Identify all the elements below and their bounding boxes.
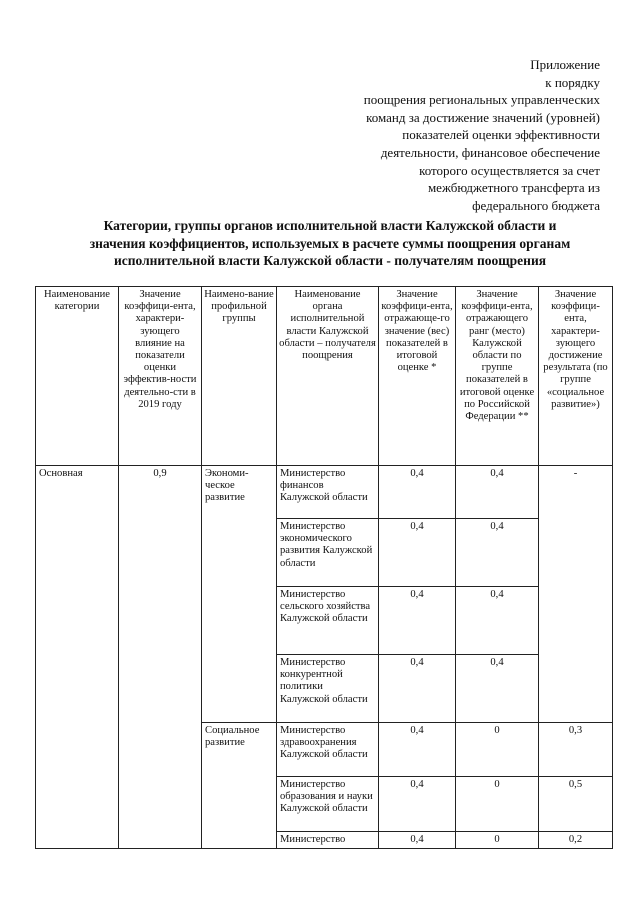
- appendix-line: Приложение: [530, 57, 600, 72]
- result-cell: 0,5: [539, 777, 613, 832]
- appendix-block: [280, 56, 600, 214]
- table-header-row: [36, 287, 613, 466]
- document-title: [60, 217, 600, 270]
- result-cell: -: [539, 466, 613, 723]
- table-row: [36, 466, 613, 519]
- organ-cell: Министерство образования и науки Калужской области: [277, 777, 379, 832]
- weight-cell: 0,4: [379, 655, 456, 723]
- title-line: исполнительной власти Калужской области - получателям поощрения: [113, 253, 547, 268]
- header-result-coef: Значение коэффици-ента, характери-зующего достижение результата (по группе «социальное развитие»): [539, 287, 613, 466]
- appendix-line: к порядку: [545, 74, 600, 90]
- rank-cell: 0,4: [456, 587, 539, 655]
- appendix-line: которого осуществляется за счет: [419, 162, 600, 178]
- title-line: Категории, группы органов исполнительной власти Калужской области и: [103, 218, 557, 233]
- rank-cell: 0,4: [456, 519, 539, 587]
- rank-cell: 0: [456, 723, 539, 777]
- header-rank-coef: Значение коэффици-ента, отражающего ранг (место) Калужской области по группе показателей в итоговой оценке по Российской Федерации **: [456, 287, 539, 466]
- group-name-cell: Экономи-ческое развитие: [202, 466, 277, 723]
- result-cell: 0,3: [539, 723, 613, 777]
- organ-cell: Министерство здравоохранения Калужской области: [277, 723, 379, 777]
- organ-cell: Министерство: [277, 832, 379, 849]
- title-line: значения коэффициентов, используемых в расчете суммы поощрения органам: [89, 235, 571, 251]
- weight-cell: 0,4: [379, 777, 456, 832]
- appendix-line: показателей оценки эффективности: [402, 127, 600, 143]
- rank-cell: 0,4: [456, 466, 539, 519]
- header-weight-coef: Значение коэффици-ента, отражающе-го значение (вес) показателей в итоговой оценке *: [379, 287, 456, 466]
- appendix-line: федерального бюджета: [472, 197, 600, 213]
- rank-cell: 0: [456, 832, 539, 849]
- rank-cell: 0: [456, 777, 539, 832]
- organ-cell: Министерство сельского хозяйства Калужской области: [277, 587, 379, 655]
- appendix-line: межбюджетного трансферта из: [427, 180, 600, 196]
- weight-cell: 0,4: [379, 466, 456, 519]
- header-organ: Наименование органа исполнительной власти Калужской области – получателя поощрения: [277, 287, 379, 466]
- result-cell: 0,2: [539, 832, 613, 849]
- appendix-line: команд за достижение значений (уровней): [366, 109, 600, 125]
- appendix-line: поощрения региональных управленческих: [363, 92, 600, 108]
- header-category: Наименование категории: [36, 287, 119, 466]
- weight-cell: 0,4: [379, 832, 456, 849]
- group-name-cell: Социальное развитие: [202, 723, 277, 849]
- weight-cell: 0,4: [379, 587, 456, 655]
- organ-cell: Министерство экономического развития Калужской области: [277, 519, 379, 587]
- coefficients-table: [35, 286, 613, 849]
- appendix-line: деятельности, финансовое обеспечение: [380, 144, 600, 160]
- header-profile-group: Наимено-вание профильной группы: [202, 287, 277, 466]
- weight-cell: 0,4: [379, 723, 456, 777]
- category-cell: Основная: [36, 466, 119, 849]
- weight-cell: 0,4: [379, 519, 456, 587]
- category-coef-cell: 0,9: [119, 466, 202, 849]
- organ-cell: Министерство конкурентной политики Калужской области: [277, 655, 379, 723]
- header-influence-coef: Значение коэффици-ента, характери-зующего влияние на показатели оценки эффектив-ности деятельно-сти в 2019 году: [119, 287, 202, 466]
- organ-cell: Министерство финансов Калужской области: [277, 466, 379, 519]
- rank-cell: 0,4: [456, 655, 539, 723]
